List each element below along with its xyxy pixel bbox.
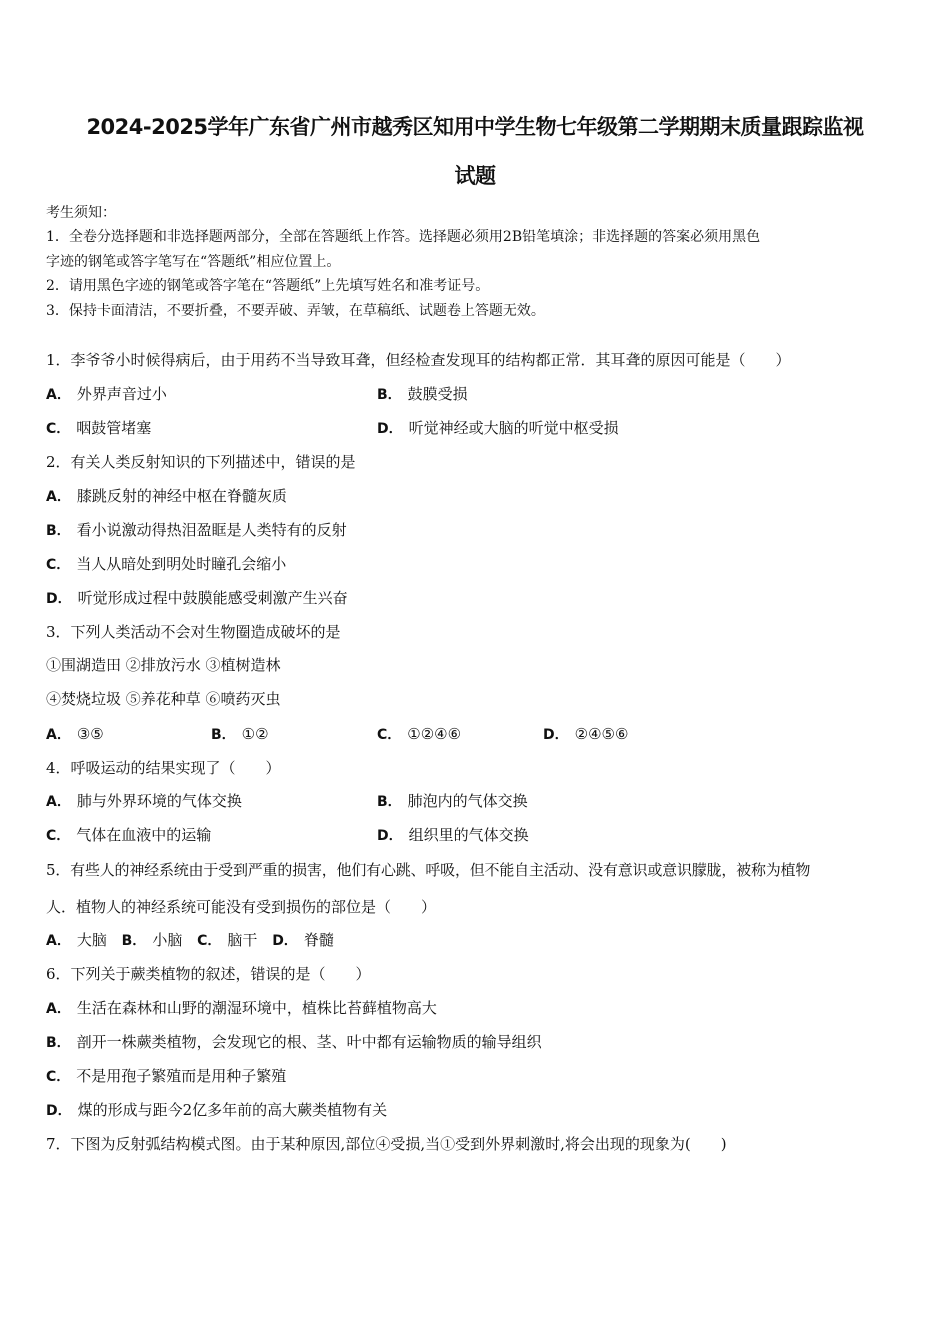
option-text: 肺泡内的气体交换 <box>407 792 528 810</box>
q6-option-d <box>46 1100 387 1121</box>
option-label: D． <box>377 828 403 844</box>
option-text: 小脑 <box>152 931 183 949</box>
option-text: 肺与外界环境的气体交换 <box>76 792 242 810</box>
notice-item-3: 3．保持卡面清洁，不要折叠，不要弄破、弄皱，在草稿纸、试题卷上答题无效。 <box>46 303 545 319</box>
q3-stem: 3．下列人类活动不会对生物圈造成破坏的是 <box>46 623 341 641</box>
q3-items-row2: ④焚烧垃圾 ⑤养花种草 ⑥喷药灭虫 <box>46 690 281 708</box>
q2-stem: 2．有关人类反射知识的下列描述中，错误的是 <box>46 453 356 471</box>
option-text: ①② <box>241 725 269 743</box>
q6-option-b <box>46 1032 542 1053</box>
q3-option-a <box>46 724 104 745</box>
q1-option-d <box>377 418 619 439</box>
option-text: 膝跳反射的神经中枢在脊髓灰质 <box>76 487 287 505</box>
q2-option-b <box>46 520 347 541</box>
option-text: 生活在森林和山野的潮湿环境中，植株比苔藓植物高大 <box>76 999 437 1017</box>
q2-option-c <box>46 554 286 575</box>
option-text: ②④⑤⑥ <box>574 725 629 743</box>
q3-option-b <box>211 724 269 745</box>
option-label: C． <box>197 933 222 949</box>
option-label: A． <box>46 933 71 949</box>
option-label: D． <box>543 727 569 743</box>
q6-option-c <box>46 1066 286 1087</box>
option-label: B． <box>377 794 402 810</box>
q3-items-row1: ①围湖造田 ②排放污水 ③植树造林 <box>46 656 281 674</box>
option-label: B． <box>211 727 236 743</box>
option-text: 组织里的气体交换 <box>408 826 529 844</box>
option-text: 咽鼓管堵塞 <box>76 419 152 437</box>
option-label: B． <box>46 523 71 539</box>
option-label: B． <box>377 387 402 403</box>
q6-stem: 6．下列关于蕨类植物的叙述，错误的是（ ） <box>46 965 371 983</box>
option-text: 不是用孢子繁殖而是用种子繁殖 <box>76 1067 287 1085</box>
option-text: ③⑤ <box>76 725 104 743</box>
option-label: D． <box>46 591 72 607</box>
q3-option-d <box>543 724 628 745</box>
option-label: A． <box>46 794 71 810</box>
option-text: 脑干 <box>227 931 258 949</box>
q5-options <box>46 930 334 951</box>
option-text: 看小说激动得热泪盈眶是人类特有的反射 <box>76 521 347 539</box>
q6-option-a <box>46 998 437 1019</box>
option-label: D． <box>272 933 298 949</box>
q1-option-b <box>377 384 468 405</box>
option-text: 剖开一株蕨类植物，会发现它的根、茎、叶中都有运输物质的输导组织 <box>76 1033 542 1051</box>
q2-option-d <box>46 588 348 609</box>
q1-option-a <box>46 384 167 405</box>
option-text: 外界声音过小 <box>76 385 167 403</box>
option-text: 鼓膜受损 <box>407 385 468 403</box>
option-label: A． <box>46 727 71 743</box>
notice-item-2: 2．请用黑色字迹的钢笔或答字笔在“答题纸”上先填写姓名和准考证号。 <box>46 278 490 294</box>
q4-option-a <box>46 791 242 812</box>
notice-item-1b: 字迹的钢笔或答字笔写在“答题纸”相应位置上。 <box>46 254 341 270</box>
q1-option-c <box>46 418 151 439</box>
option-text: 煤的形成与距今2亿多年前的高大蕨类植物有关 <box>77 1101 388 1119</box>
notice-heading: 考生须知： <box>46 205 116 221</box>
q4-option-d <box>377 825 529 846</box>
q5-stem-line1: 5．有些人的神经系统由于受到严重的损害，他们有心跳、呼吸，但不能自主活动、没有意识或意识朦胧，被称为植物 <box>46 861 811 879</box>
option-label: A． <box>46 387 71 403</box>
option-text: ①②④⑥ <box>407 725 462 743</box>
q5-stem-line2: 人．植物人的神经系统可能没有受到损伤的部位是（ ） <box>46 898 437 916</box>
notice-item-1a: 1．全卷分选择题和非选择题两部分，全部在答题纸上作答。选择题必须用2B铅笔填涂；非选择题的答案必须用黑色 <box>46 229 761 245</box>
q1-stem: 1．李爷爷小时候得病后，由于用药不当导致耳聋，但经检查发现耳的结构都正常．其耳聋的原因可能是（ ） <box>46 351 791 369</box>
q2-option-a <box>46 486 287 507</box>
q4-stem: 4．呼吸运动的结果实现了（ ） <box>46 759 281 777</box>
exam-title-line1: 2024-2025学年广东省广州市越秀区知用中学生物七年级第二学期期末质量跟踪监视 <box>86 115 864 139</box>
option-text: 气体在血液中的运输 <box>76 826 212 844</box>
option-label: C． <box>46 557 71 573</box>
option-label: C． <box>46 421 71 437</box>
exam-title-line2: 试题 <box>454 164 496 188</box>
option-text: 大脑 <box>76 931 107 949</box>
option-text: 听觉形成过程中鼓膜能感受刺激产生兴奋 <box>77 589 348 607</box>
option-label: C． <box>377 727 402 743</box>
q4-option-b <box>377 791 528 812</box>
option-label: C． <box>46 828 71 844</box>
option-label: D． <box>46 1103 72 1119</box>
option-label: C． <box>46 1069 71 1085</box>
option-label: A． <box>46 489 71 505</box>
option-label: D． <box>377 421 403 437</box>
option-label: B． <box>46 1035 71 1051</box>
q4-option-c <box>46 825 211 846</box>
option-text: 听觉神经或大脑的听觉中枢受损 <box>408 419 619 437</box>
option-text: 脊髓 <box>303 931 334 949</box>
option-label: A． <box>46 1001 71 1017</box>
q3-option-c <box>377 724 461 745</box>
option-label: B． <box>121 933 147 949</box>
q7-stem: 7．下图为反射弧结构模式图。由于某种原因,部位④受损,当①受到外界刺激时,将会出现的现象为( ) <box>46 1135 727 1153</box>
option-text: 当人从暗处到明处时瞳孔会缩小 <box>76 555 287 573</box>
